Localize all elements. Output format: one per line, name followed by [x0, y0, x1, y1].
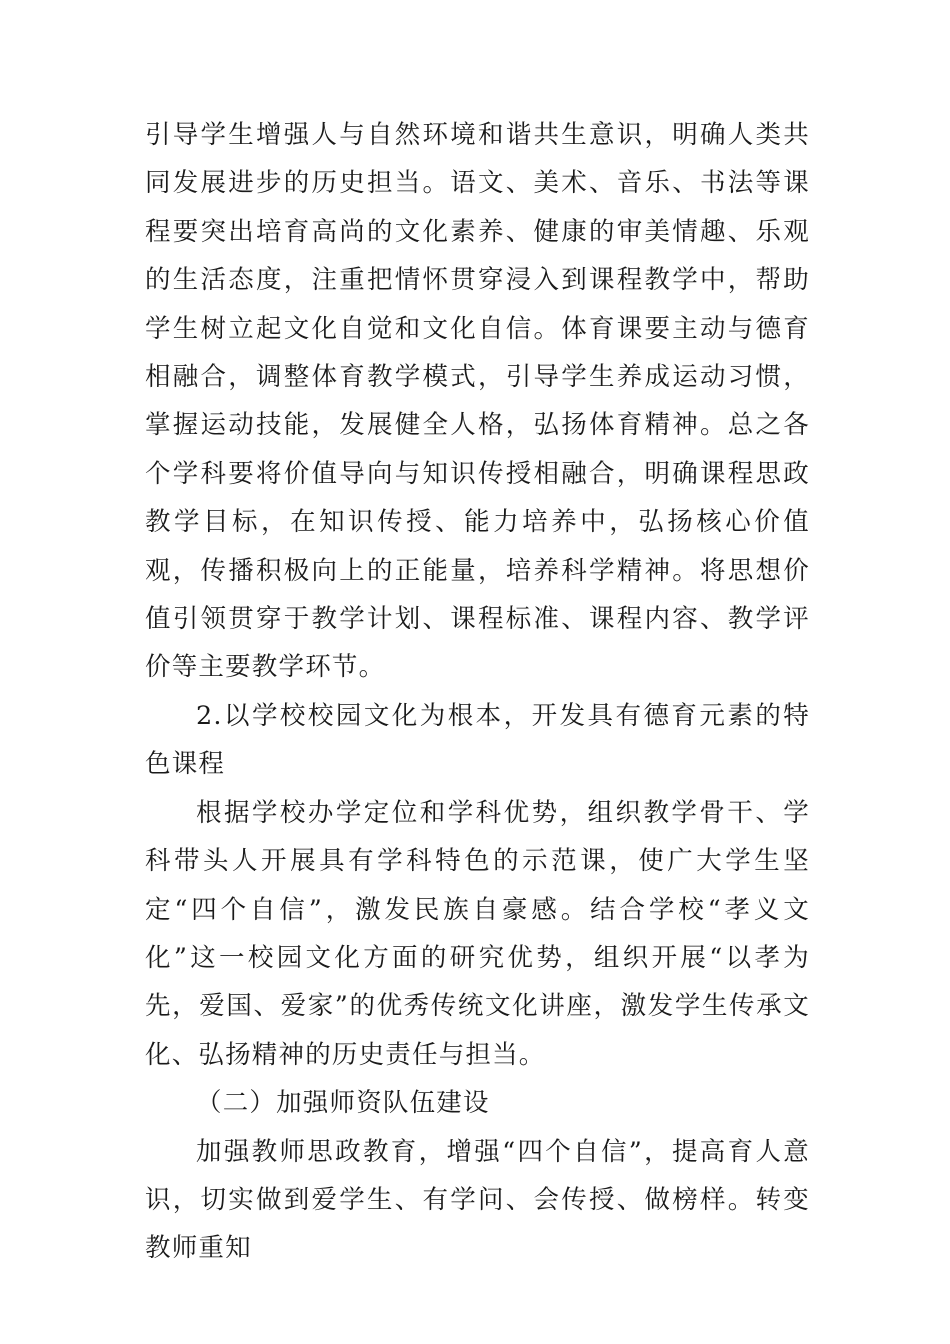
body-paragraph-3: 加强教师思政教育，增强“四个自信”，提高育人意识，切实做到爱学生、有学问、会传授、做榜样。转变教师重知 [145, 1136, 810, 1264]
body-paragraph-1: 引导学生增强人与自然环境和谐共生意识，明确人类共同发展进步的历史担当。语文、美术、音乐、书法等课程要突出培育高尚的文化素养、健康的审美情趣、乐观的生活态度，注重把情怀贯穿浸入到课程教学中，帮助学生树立起文化自觉和文化自信。体育课要主动与德育相融合，调整体育教学模式，引导学生养成运动习惯，掌握运动技能，发展健全人格，弘扬体育精神。总之各个学科要将价值导向与知识传授相融合，明确课程思政教学目标，在知识传授、能力培养中，弘扬核心价值观，传播积极向上的正能量，培养科学精神。将思想价值引领贯穿于教学计划、课程标准、课程内容、教学评价等主要教学环节。 [145, 120, 810, 683]
subheading-2: 2.以学校校园文化为根本，开发具有德育元素的特色课程 [145, 700, 810, 780]
document-page [145, 111, 810, 1273]
body-paragraph-2: 根据学校办学定位和学科优势，组织教学骨干、学科带头人开展具有学科特色的示范课，使广大学生坚定“四个自信”，激发民族自豪感。结合学校“孝义文化”这一校园文化方面的研究优势，组织开展“以孝为先，爱国、爱家”的优秀传统文化讲座，激发学生传承文化、弘扬精神的历史责任与担当。 [145, 797, 810, 1070]
section-heading-2: （二）加强师资队伍建设 [196, 1088, 490, 1119]
